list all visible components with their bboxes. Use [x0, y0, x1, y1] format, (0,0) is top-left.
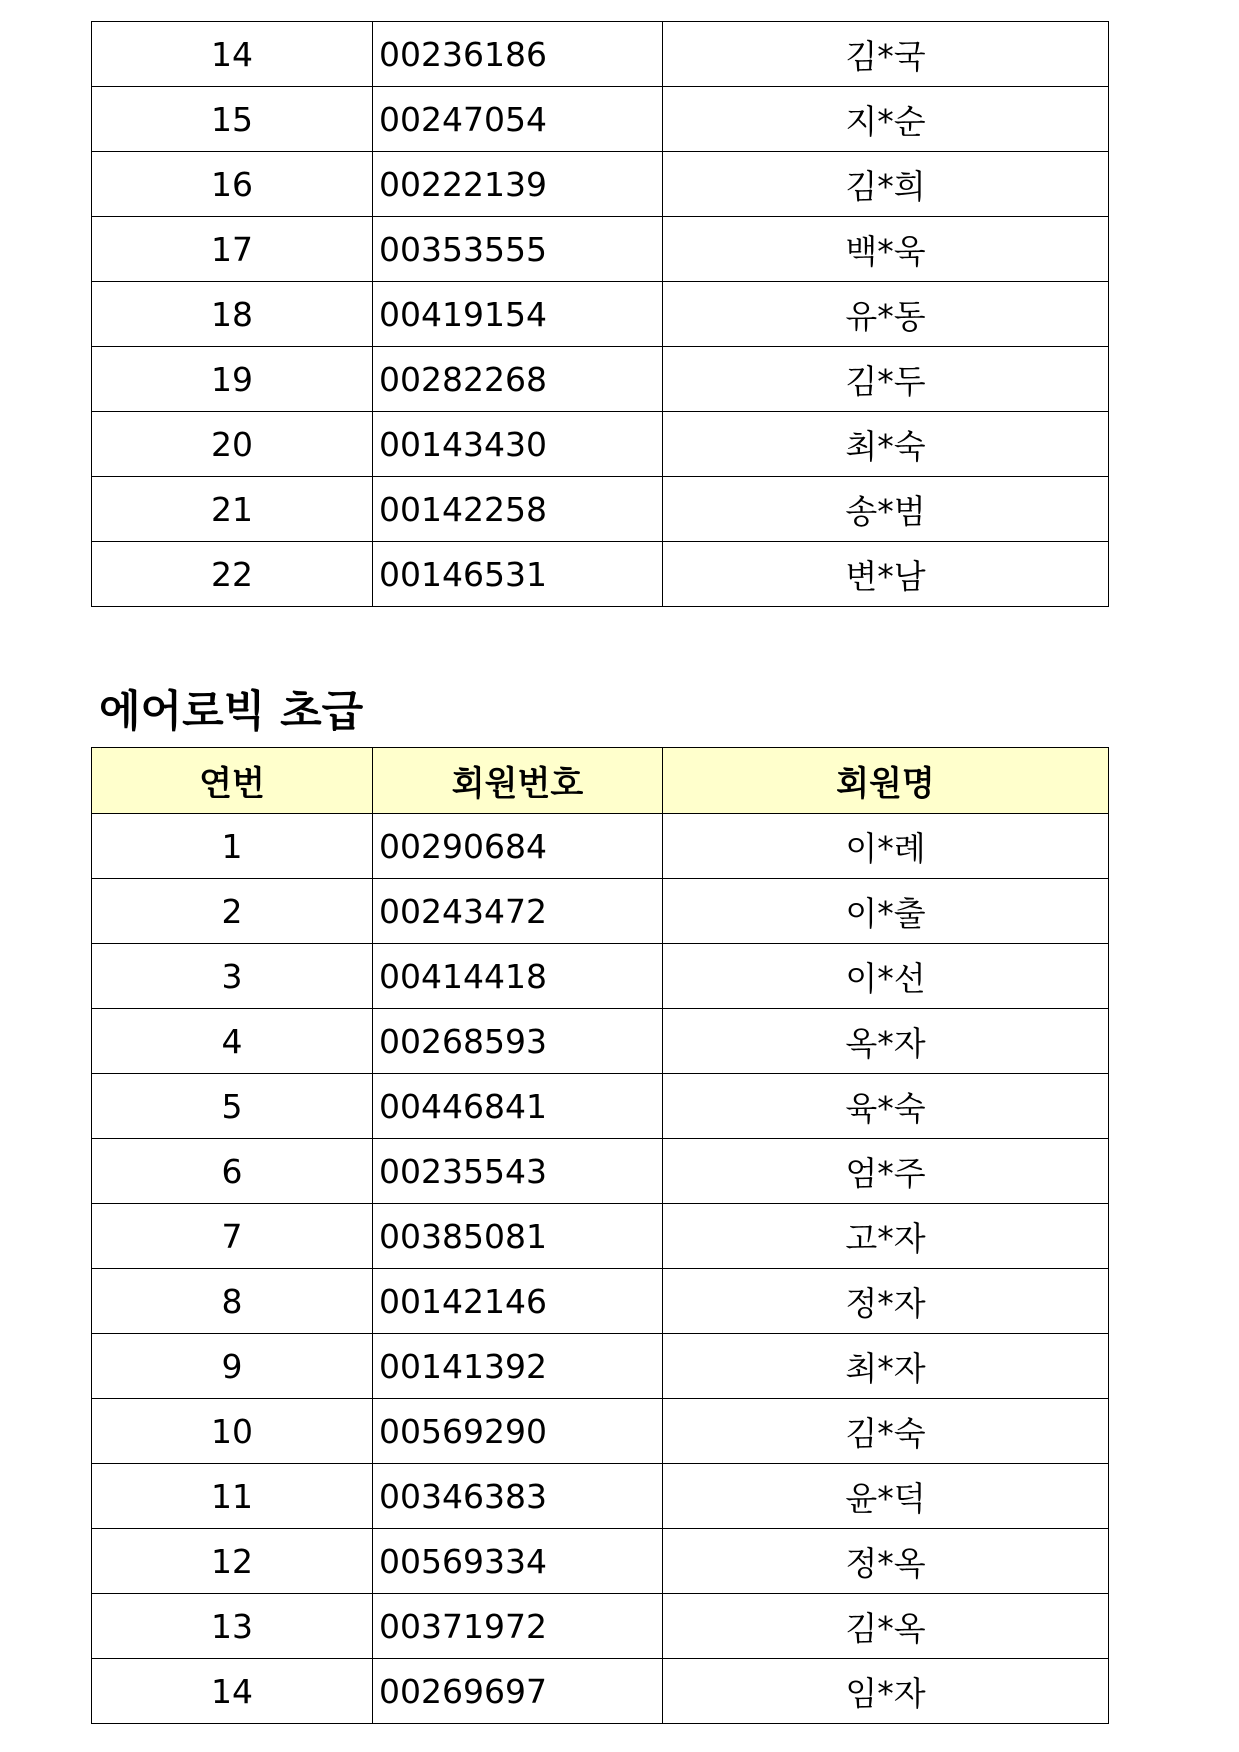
member-id-cell: 00268593 [373, 1009, 663, 1074]
row-number: 12 [92, 1529, 373, 1594]
member-name-cell: 김*옥 [663, 1594, 1109, 1659]
member-name-cell: 임*자 [663, 1659, 1109, 1724]
row-number: 17 [92, 217, 373, 282]
member-id-cell: 00385081 [373, 1204, 663, 1269]
row-number: 8 [92, 1269, 373, 1334]
member-name-cell: 최*숙 [663, 412, 1109, 477]
member-id-cell: 00142146 [373, 1269, 663, 1334]
table-row [92, 1529, 1109, 1594]
member-id-cell: 00569290 [373, 1399, 663, 1464]
row-number: 13 [92, 1594, 373, 1659]
row-number: 15 [92, 87, 373, 152]
member-name-cell: 변*남 [663, 542, 1109, 607]
aerobics-beginner-table [91, 747, 1109, 1724]
member-id-cell: 00143430 [373, 412, 663, 477]
table-row [92, 1464, 1109, 1529]
member-id-cell: 00142258 [373, 477, 663, 542]
table-header [92, 748, 1109, 814]
table-row [92, 814, 1109, 879]
row-number: 16 [92, 152, 373, 217]
table-row [92, 944, 1109, 1009]
member-name-cell: 육*숙 [663, 1074, 1109, 1139]
table-row [92, 1074, 1109, 1139]
member-name-cell: 윤*덕 [663, 1464, 1109, 1529]
table-row [92, 542, 1109, 607]
member-name-cell: 고*자 [663, 1204, 1109, 1269]
member-id-cell: 00569334 [373, 1529, 663, 1594]
table-row [92, 1009, 1109, 1074]
member-id-cell: 00247054 [373, 87, 663, 152]
row-number: 9 [92, 1334, 373, 1399]
member-id-cell: 00236186 [373, 22, 663, 87]
member-name-cell: 정*옥 [663, 1529, 1109, 1594]
row-number: 20 [92, 412, 373, 477]
member-name-cell: 김*숙 [663, 1399, 1109, 1464]
header-name: 회원명 [663, 748, 1109, 814]
table-row [92, 1659, 1109, 1724]
row-number: 5 [92, 1074, 373, 1139]
member-id-cell: 00222139 [373, 152, 663, 217]
table-row [92, 282, 1109, 347]
table-row [92, 1334, 1109, 1399]
member-name-cell: 이*선 [663, 944, 1109, 1009]
header-row [92, 748, 1109, 814]
row-number: 14 [92, 22, 373, 87]
member-name-cell: 엄*주 [663, 1139, 1109, 1204]
table-row [92, 1269, 1109, 1334]
header-no: 연번 [92, 748, 373, 814]
row-number: 6 [92, 1139, 373, 1204]
member-id-cell: 00235543 [373, 1139, 663, 1204]
table-row [92, 87, 1109, 152]
table-row [92, 22, 1109, 87]
row-number: 14 [92, 1659, 373, 1724]
member-name-cell: 송*범 [663, 477, 1109, 542]
table-row [92, 412, 1109, 477]
member-name-cell: 백*욱 [663, 217, 1109, 282]
member-id-cell: 00269697 [373, 1659, 663, 1724]
member-name-cell: 김*희 [663, 152, 1109, 217]
row-number: 11 [92, 1464, 373, 1529]
member-id-cell: 00371972 [373, 1594, 663, 1659]
table-row [92, 1594, 1109, 1659]
table-row [92, 1204, 1109, 1269]
member-name-cell: 지*순 [663, 87, 1109, 152]
table-body [92, 814, 1109, 1724]
table-row [92, 1139, 1109, 1204]
member-id-cell: 00146531 [373, 542, 663, 607]
member-id-cell: 00419154 [373, 282, 663, 347]
row-number: 22 [92, 542, 373, 607]
member-id-cell: 00446841 [373, 1074, 663, 1139]
member-id-cell: 00414418 [373, 944, 663, 1009]
row-number: 21 [92, 477, 373, 542]
member-name-cell: 김*국 [663, 22, 1109, 87]
row-number: 2 [92, 879, 373, 944]
member-id-cell: 00282268 [373, 347, 663, 412]
row-number: 7 [92, 1204, 373, 1269]
member-name-cell: 이*례 [663, 814, 1109, 879]
table-row [92, 152, 1109, 217]
member-name-cell: 정*자 [663, 1269, 1109, 1334]
table-row [92, 217, 1109, 282]
member-id-cell: 00290684 [373, 814, 663, 879]
member-table-continued [91, 21, 1109, 607]
row-number: 18 [92, 282, 373, 347]
row-number: 19 [92, 347, 373, 412]
row-number: 10 [92, 1399, 373, 1464]
table-body [92, 22, 1109, 607]
table-row [92, 879, 1109, 944]
row-number: 4 [92, 1009, 373, 1074]
row-number: 1 [92, 814, 373, 879]
member-id-cell: 00141392 [373, 1334, 663, 1399]
member-id-cell: 00243472 [373, 879, 663, 944]
member-id-cell: 00346383 [373, 1464, 663, 1529]
section-title: 에어로빅 초급 [99, 687, 364, 737]
member-name-cell: 김*두 [663, 347, 1109, 412]
member-name-cell: 최*자 [663, 1334, 1109, 1399]
member-name-cell: 유*동 [663, 282, 1109, 347]
header-member-id: 회원번호 [373, 748, 663, 814]
table-row [92, 347, 1109, 412]
member-name-cell: 이*출 [663, 879, 1109, 944]
member-name-cell: 옥*자 [663, 1009, 1109, 1074]
table-row [92, 1399, 1109, 1464]
member-id-cell: 00353555 [373, 217, 663, 282]
row-number: 3 [92, 944, 373, 1009]
table-row [92, 477, 1109, 542]
